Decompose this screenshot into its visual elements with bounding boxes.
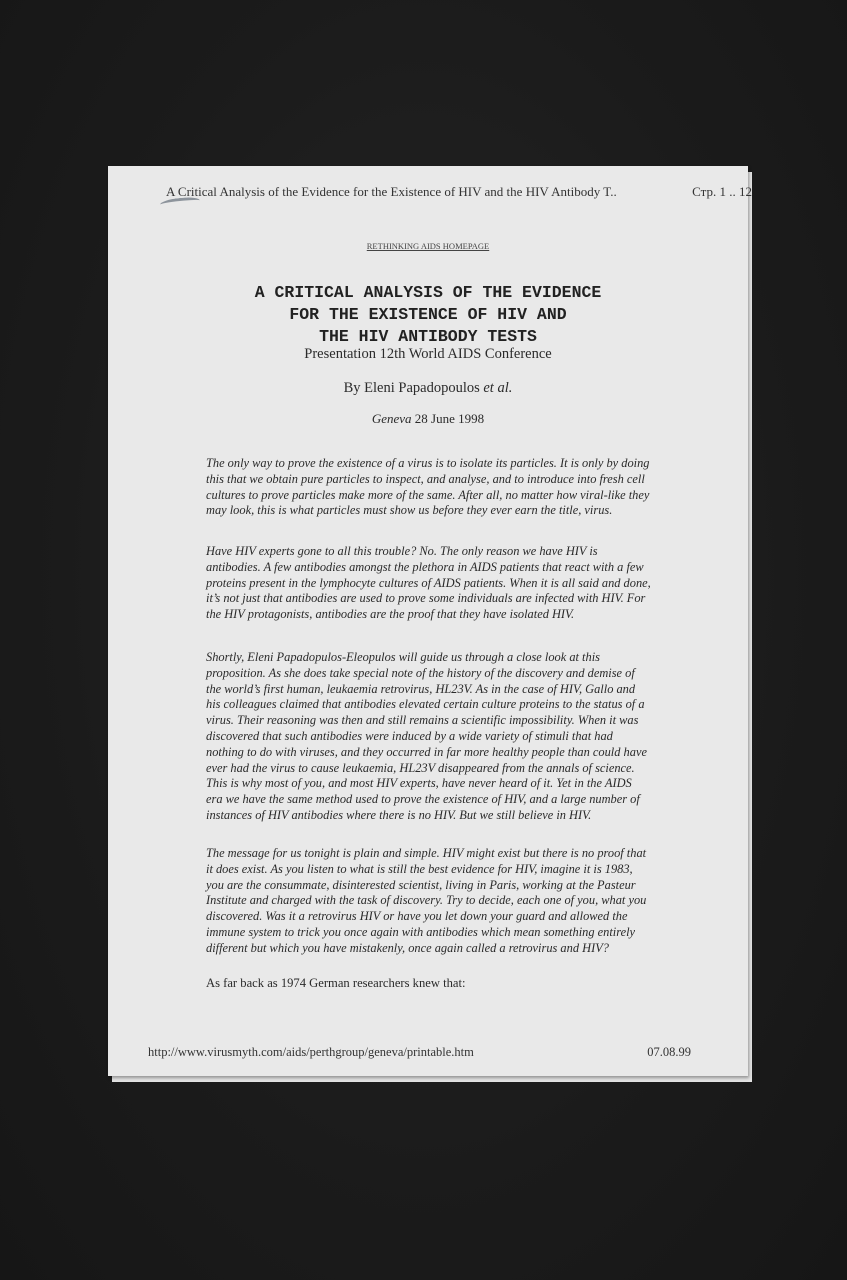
byline-et-al: et al. — [483, 380, 513, 396]
dateline-date: 28 June 1998 — [411, 411, 485, 426]
paragraph: Have HIV experts gone to all this trouble? No. The only reason we have HIV is antibodies. A few antibodies amongst the plethora in AIDS patients that react with a few proteins present in the lymphocyte cultures of AIDS patients. When it is all said and done, it’s not just that antibodies are used to prove some individuals are infected with HIV. For the HIV protagonists, antibodies are the proof that they have isolated HIV. — [206, 544, 651, 622]
document-title — [108, 282, 748, 348]
footer-date: 07.08.99 — [647, 1045, 691, 1059]
paragraph: The only way to prove the existence of a virus is to isolate its particles. It is only by doing this that we obtain pure particles to inspect, and analyse, and to introduce into fresh cell cultures to prove particles make more of the same. After all, no matter how viral-like they may look, this is what particles must show us before they ever earn the title, virus. — [206, 456, 650, 518]
footer-url[interactable]: http://www.virusmyth.com/aids/perthgroup/geneva/printable.htm — [148, 1045, 474, 1059]
byline — [108, 380, 748, 397]
title-line: FOR THE EXISTENCE OF HIV AND — [289, 305, 567, 324]
header-title: A Critical Analysis of the Evidence for the Existence of HIV and the HIV Antibody T.. — [166, 184, 617, 199]
paragraph: Shortly, Eleni Papadopulos-Eleopulos will guide us through a close look at this proposition. As she does take special note of the history of the discovery and demise of the world’s first human, leukaemia retrovirus, HL23V. As in the case of HIV, Gallo and his colleagues claimed that antibodies elevated certain culture proteins to the status of a virus. Their reasoning was then and still remains a scientific impossibility. When it was discovered that such antibodies were induced by a wide variety of stimuli that had nothing to do with viruses, and they occurred in far more healthy people than could have ever had the virus to cause leukaemia, HL23V disappeared from the annals of science. This is why most of you, and most HIV experts, have never heard of it. Yet in the AIDS era we have the same method used to prove the existence of HIV, and a large number of instances of HIV antibodies where there is no HIV. But we still believe in HIV. — [206, 650, 647, 822]
printed-page — [108, 166, 752, 1076]
dateline — [108, 411, 748, 427]
closing-line: As far back as 1974 German researchers knew that: — [206, 976, 466, 990]
byline-author: By Eleni Papadopoulos — [343, 380, 484, 396]
dateline-place: Geneva — [371, 411, 412, 426]
title-line: THE HIV ANTIBODY TESTS — [319, 327, 537, 346]
subtitle: Presentation 12th World AIDS Conference — [304, 346, 552, 362]
homepage-link[interactable]: RETHINKING AIDS HOMEPAGE — [366, 241, 490, 251]
paragraph: The message for us tonight is plain and simple. HIV might exist but there is no proof that it does exist. As you listen to what is still the best evidence for HIV, imagine it is 1983, you are the consummate, disinterested scientist, living in Paris, working at the Pasteur Institute and charged with the task of discovery. Try to decide, each one of you, what you discovered. Was it a retrovirus HIV or have you let down your guard and allowed the immune system to trick you once again with antibodies which mean something entirely different but which you have mistakenly, once again called a retrovirus and HIV? — [206, 846, 647, 955]
title-line: A CRITICAL ANALYSIS OF THE EVIDENCE — [254, 283, 602, 302]
header-page-number: Стр. 1 .. 12 — [692, 184, 752, 199]
